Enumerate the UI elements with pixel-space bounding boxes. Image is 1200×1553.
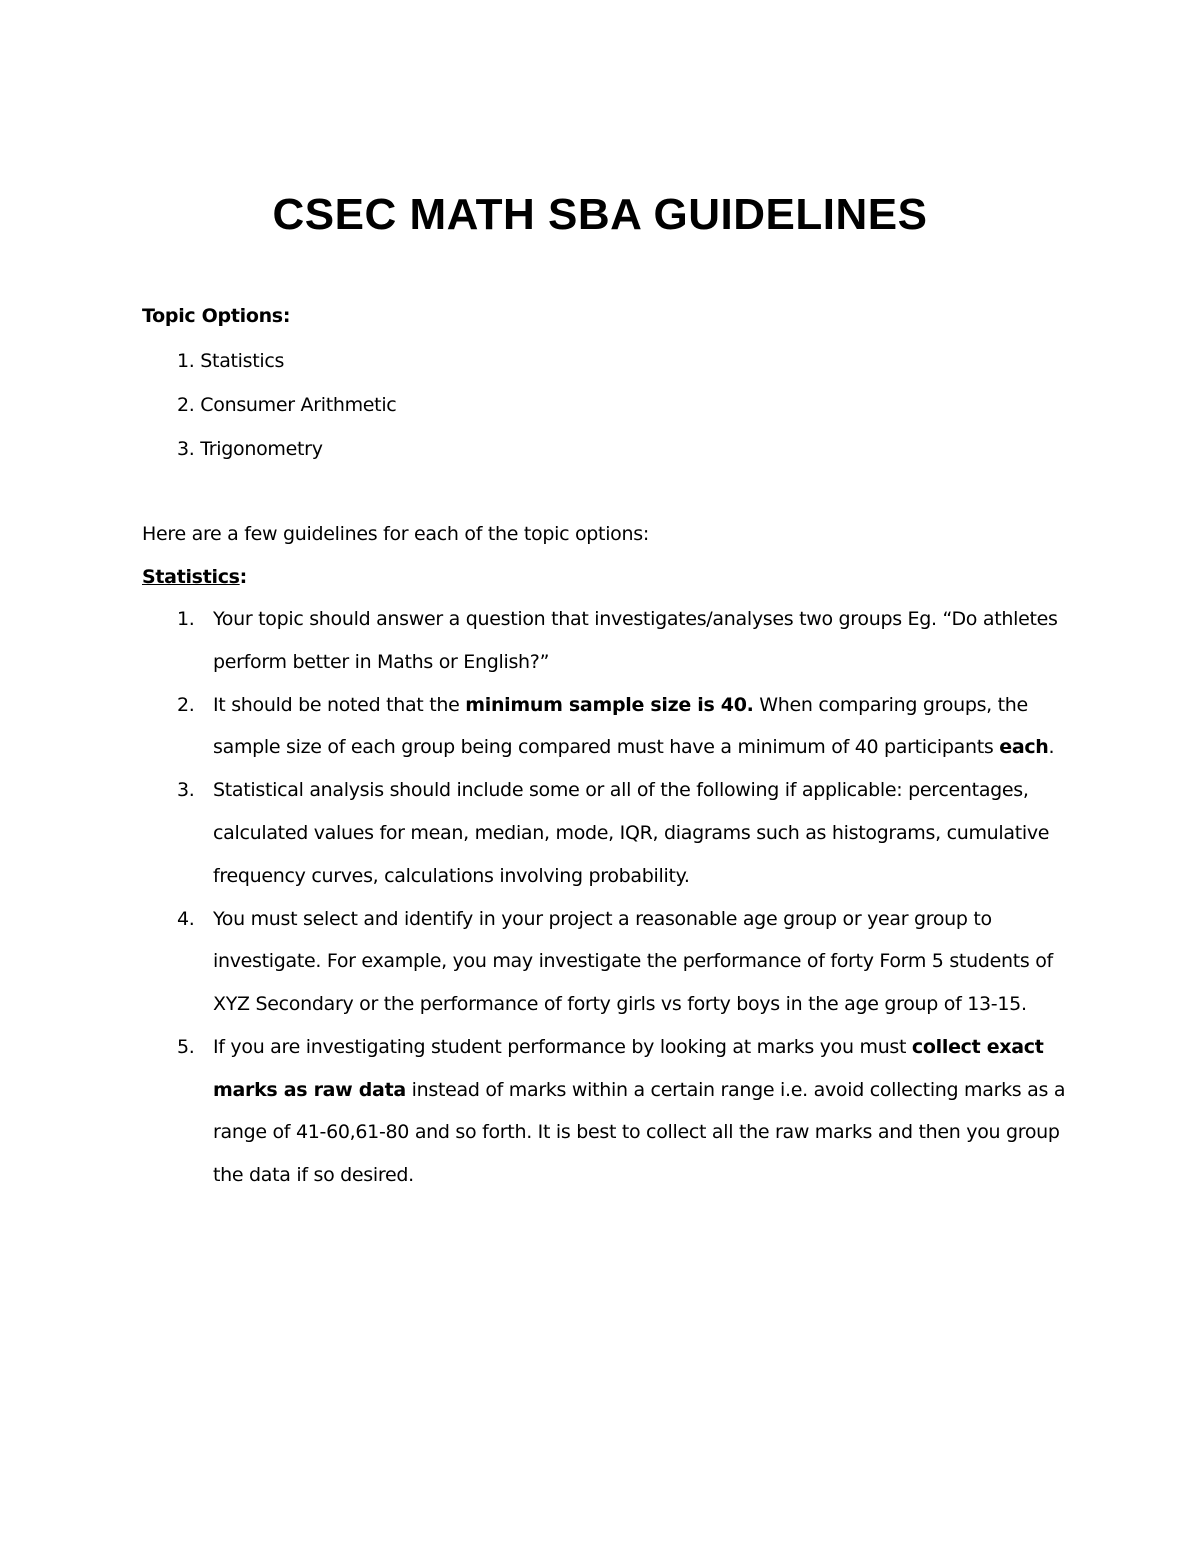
guideline-text-part: instead of marks within a certain range i.e. avoid collecting marks as a range of 41-60,61-80 and so forth. It is best to collect all the raw marks and then you group the data if so desired. [213,1078,1066,1186]
guideline-number: 3. [177,779,195,802]
statistics-heading-label: Statistics [142,566,240,588]
guideline-number: 1. [177,608,195,630]
guideline-number: 2. [177,693,195,716]
guideline-number: 4. [177,907,195,930]
statistics-heading-colon: : [239,566,247,588]
topic-option-number: 3. [177,438,195,460]
topic-option-item [177,346,396,390]
guideline-item [177,1026,1077,1196]
guideline-item [177,684,1077,769]
topic-option-label: Consumer Arithmetic [200,394,397,416]
page-title: CSEC MATH SBA GUIDELINES [272,190,928,239]
guideline-text: You must select and identify in your project a reasonable age group or year group to investigate. For example, you may investigate the performance of forty Form 5 students of XYZ Secondary or the performance of forty girls vs forty boys in the age group of 13-15. [213,907,1053,1015]
guideline-text-part: . [1048,736,1055,759]
topic-option-label: Statistics [200,350,285,372]
guideline-item [177,898,1077,1026]
guideline-text [213,694,1054,759]
guideline-emphasis: each [999,736,1049,759]
statistics-guidelines-list [177,598,1077,1197]
guideline-item [177,598,1077,683]
topic-option-number: 1. [177,350,195,372]
guidelines-intro: Here are a few guidelines for each of the topic options: [142,523,649,545]
guideline-emphasis: collect exact marks as raw data [213,1035,1044,1101]
topic-options-list [177,346,396,478]
topic-options-heading: Topic Options: [142,305,291,327]
guideline-item [177,769,1077,897]
guideline-text-part: When comparing groups, the sample size of each group being compared must have a minimum of 40 participants [213,693,1028,759]
guideline-number: 5. [177,1035,195,1058]
guideline-text: Statistical analysis should include some or all of the following if applicable: percentages, calculated values for mean, median, mode, IQR, diagrams such as histograms, cumulative frequency curves, calculations involving probability. [213,779,1050,887]
topic-option-item [177,434,396,478]
topic-option-number: 2. [177,394,195,416]
guideline-text-part: It should be noted that the [213,693,466,716]
guideline-text-part: If you are investigating student performance by looking at marks you must [213,1035,912,1058]
statistics-heading [142,566,247,588]
guideline-text: Your topic should answer a question that investigates/analyses two groups Eg. “Do athletes perform better in Maths or English?” [213,608,1058,673]
topic-option-item [177,390,396,434]
guideline-text [213,1036,1065,1186]
guideline-emphasis: minimum sample size is 40. [465,693,754,716]
topic-option-label: Trigonometry [200,438,323,460]
